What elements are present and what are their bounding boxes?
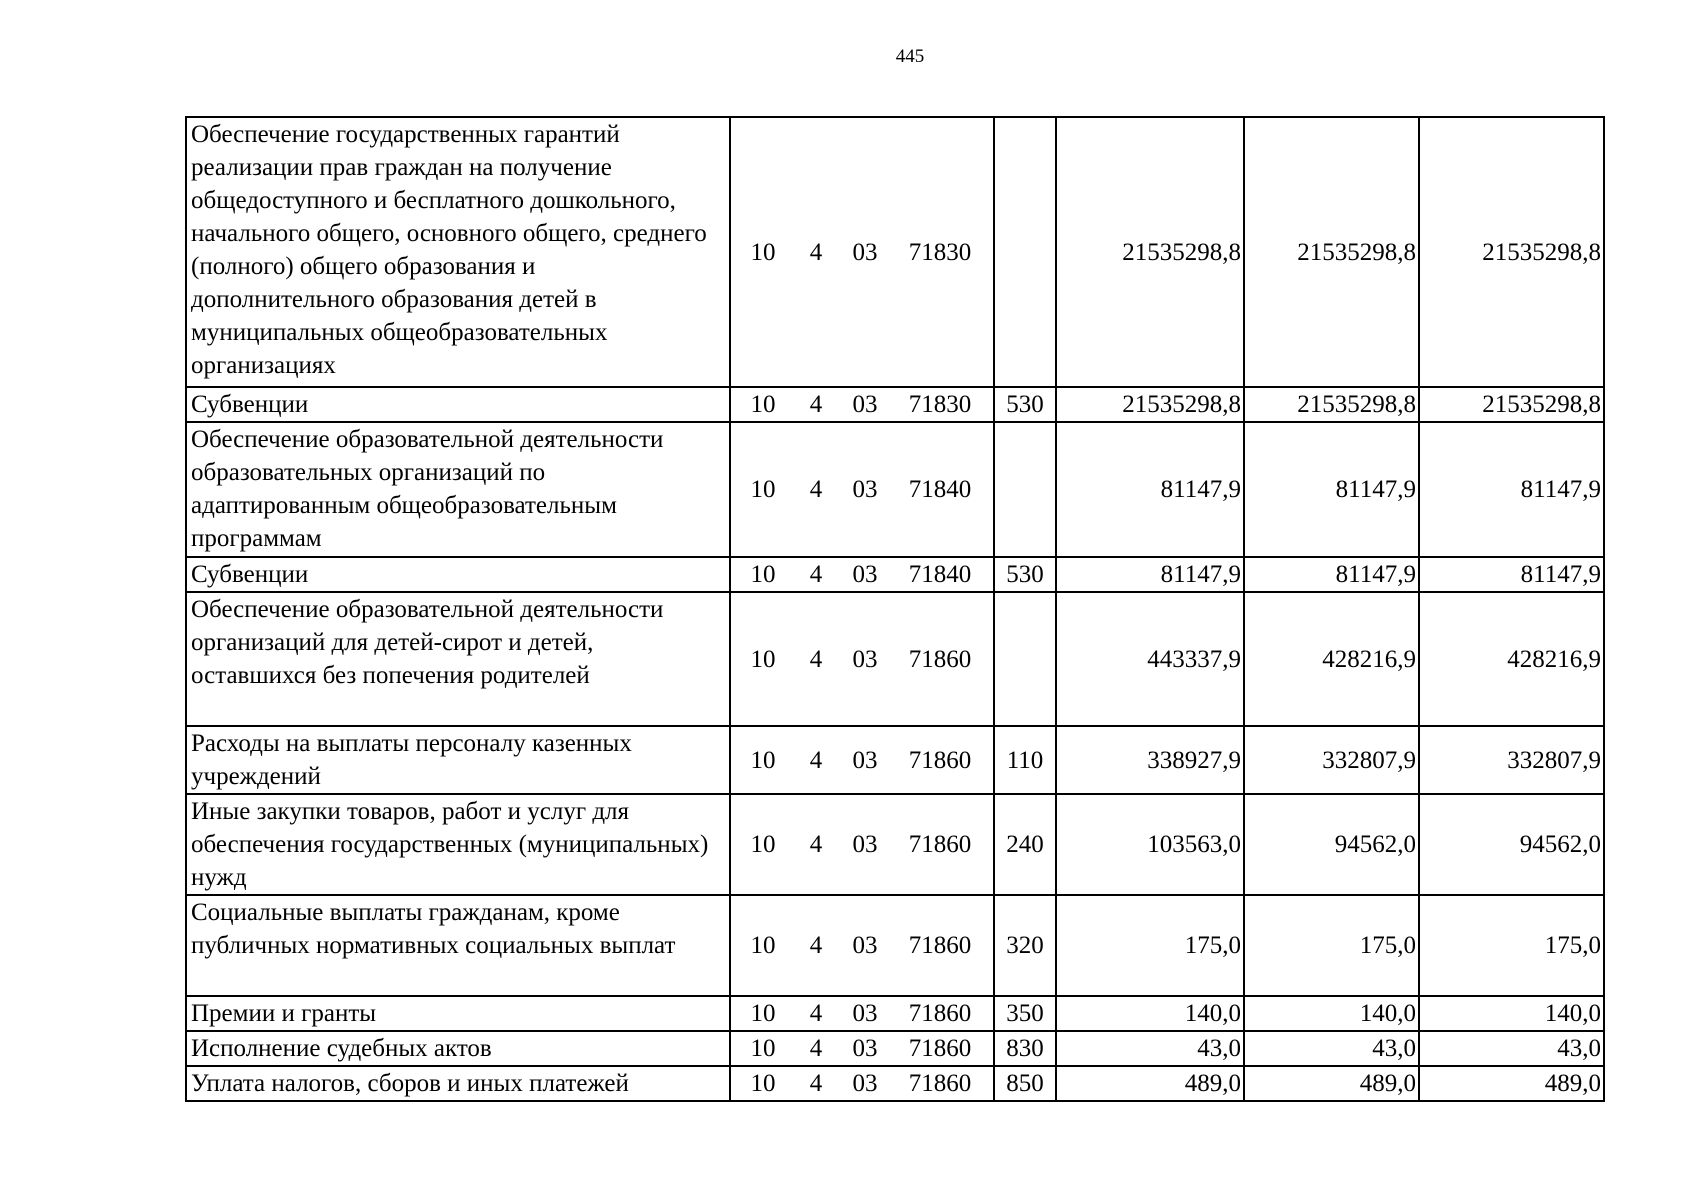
amount-1: 81147,9	[1056, 422, 1244, 557]
amount-1: 175,0	[1056, 895, 1244, 996]
amount-2: 81147,9	[1244, 422, 1419, 557]
code-subsection: 4	[809, 391, 823, 418]
row-name: Обеспечение образовательной деятельности образовательных организаций по адаптированным общеобразовательным программам	[186, 422, 730, 557]
amount-3: 43,0	[1419, 1031, 1604, 1066]
code-section: 10	[750, 932, 776, 959]
code-subsection: 4	[809, 746, 823, 774]
code-target: 71860	[908, 1035, 972, 1062]
expense-type	[994, 117, 1056, 387]
amount-3: 332807,9	[1419, 726, 1604, 794]
table-row	[186, 794, 1604, 895]
expense-type: 240	[994, 794, 1056, 895]
code-subsection: 4	[809, 831, 823, 858]
row-codes	[730, 996, 994, 1031]
code-program: 03	[852, 831, 878, 858]
amount-2: 140,0	[1244, 996, 1419, 1031]
code-program: 03	[852, 746, 878, 774]
amount-2: 175,0	[1244, 895, 1419, 996]
amount-1: 338927,9	[1056, 726, 1244, 794]
amount-2: 332807,9	[1244, 726, 1419, 794]
row-codes	[730, 592, 994, 726]
row-codes	[730, 387, 994, 422]
code-program: 03	[852, 238, 878, 266]
table-row	[186, 1031, 1604, 1066]
code-program: 03	[852, 932, 878, 959]
amount-3: 428216,9	[1419, 592, 1604, 726]
table-row	[186, 1066, 1604, 1101]
expense-type	[994, 592, 1056, 726]
code-subsection: 4	[809, 238, 823, 266]
amount-1: 103563,0	[1056, 794, 1244, 895]
code-subsection: 4	[809, 1070, 823, 1097]
table-row	[186, 726, 1604, 794]
amount-2: 81147,9	[1244, 557, 1419, 592]
amount-2: 21535298,8	[1244, 387, 1419, 422]
amount-2: 489,0	[1244, 1066, 1419, 1101]
code-section: 10	[750, 645, 776, 673]
expense-type: 320	[994, 895, 1056, 996]
row-name: Социальные выплаты гражданам, кроме публичных нормативных социальных выплат	[186, 895, 730, 996]
amount-1: 489,0	[1056, 1066, 1244, 1101]
amount-1: 81147,9	[1056, 557, 1244, 592]
code-target: 71860	[908, 932, 972, 959]
code-target: 71840	[908, 561, 972, 588]
code-target: 71830	[908, 391, 972, 418]
row-codes	[730, 1066, 994, 1101]
amount-3: 21535298,8	[1419, 117, 1604, 387]
code-program: 03	[852, 391, 878, 418]
code-target: 71860	[908, 831, 972, 858]
amount-3: 21535298,8	[1419, 387, 1604, 422]
code-subsection: 4	[809, 1035, 823, 1062]
code-section: 10	[750, 561, 776, 588]
amount-3: 94562,0	[1419, 794, 1604, 895]
amount-3: 81147,9	[1419, 557, 1604, 592]
amount-2: 21535298,8	[1244, 117, 1419, 387]
amount-2: 43,0	[1244, 1031, 1419, 1066]
amount-3: 81147,9	[1419, 422, 1604, 557]
code-target: 71830	[908, 238, 972, 266]
code-program: 03	[852, 1070, 878, 1097]
row-codes	[730, 726, 994, 794]
row-name: Уплата налогов, сборов и иных платежей	[186, 1066, 730, 1101]
amount-2: 428216,9	[1244, 592, 1419, 726]
code-section: 10	[750, 391, 776, 418]
code-target: 71860	[908, 1000, 972, 1027]
code-section: 10	[750, 1035, 776, 1062]
amount-1: 443337,9	[1056, 592, 1244, 726]
code-subsection: 4	[809, 1000, 823, 1027]
amount-1: 43,0	[1056, 1031, 1244, 1066]
table-row	[186, 895, 1604, 996]
amount-3: 175,0	[1419, 895, 1604, 996]
code-program: 03	[852, 561, 878, 588]
table-row	[186, 996, 1604, 1031]
page-number: 445	[895, 46, 925, 67]
code-section: 10	[750, 831, 776, 858]
table-row	[186, 117, 1604, 387]
code-section: 10	[750, 238, 776, 266]
row-codes	[730, 422, 994, 557]
expense-type: 530	[994, 387, 1056, 422]
row-codes	[730, 794, 994, 895]
code-section: 10	[750, 1070, 776, 1097]
table-row	[186, 422, 1604, 557]
row-codes	[730, 895, 994, 996]
amount-3: 140,0	[1419, 996, 1604, 1031]
row-name: Исполнение судебных актов	[186, 1031, 730, 1066]
amount-1: 21535298,8	[1056, 387, 1244, 422]
expense-type: 850	[994, 1066, 1056, 1101]
code-target: 71860	[908, 746, 972, 774]
expense-type: 110	[994, 726, 1056, 794]
amount-2: 94562,0	[1244, 794, 1419, 895]
row-name: Премии и гранты	[186, 996, 730, 1031]
budget-table	[185, 116, 1605, 1102]
row-name: Иные закупки товаров, работ и услуг для обеспечения государственных (муниципальных) нужд	[186, 794, 730, 895]
expense-type: 350	[994, 996, 1056, 1031]
code-section: 10	[750, 1000, 776, 1027]
row-name: Обеспечение государственных гарантий реализации прав граждан на получение общедоступного и бесплатного дошкольного, начального общего, основного общего, среднего (полного) общего образования и дополнительного образования детей в муниципальных общеобразовательных организациях	[186, 117, 730, 387]
code-program: 03	[852, 645, 878, 673]
code-program: 03	[852, 1000, 878, 1027]
code-subsection: 4	[809, 645, 823, 673]
code-program: 03	[852, 476, 878, 503]
code-target: 71860	[908, 1070, 972, 1097]
code-target: 71840	[908, 476, 972, 503]
row-name: Субвенции	[186, 387, 730, 422]
table-row	[186, 557, 1604, 592]
code-target: 71860	[908, 645, 972, 673]
code-subsection: 4	[809, 561, 823, 588]
table-row	[186, 387, 1604, 422]
amount-3: 489,0	[1419, 1066, 1604, 1101]
code-subsection: 4	[809, 932, 823, 959]
expense-type: 830	[994, 1031, 1056, 1066]
amount-1: 21535298,8	[1056, 117, 1244, 387]
row-name: Субвенции	[186, 557, 730, 592]
code-section: 10	[750, 746, 776, 774]
row-codes	[730, 557, 994, 592]
code-program: 03	[852, 1035, 878, 1062]
code-subsection: 4	[809, 476, 823, 503]
row-codes	[730, 1031, 994, 1066]
expense-type	[994, 422, 1056, 557]
code-section: 10	[750, 476, 776, 503]
row-name: Расходы на выплаты персоналу казенных учреждений	[186, 726, 730, 794]
row-codes	[730, 117, 994, 387]
table-row	[186, 592, 1604, 726]
expense-type: 530	[994, 557, 1056, 592]
row-name: Обеспечение образовательной деятельности организаций для детей-сирот и детей, оставшихся без попечения родителей	[186, 592, 730, 726]
amount-1: 140,0	[1056, 996, 1244, 1031]
